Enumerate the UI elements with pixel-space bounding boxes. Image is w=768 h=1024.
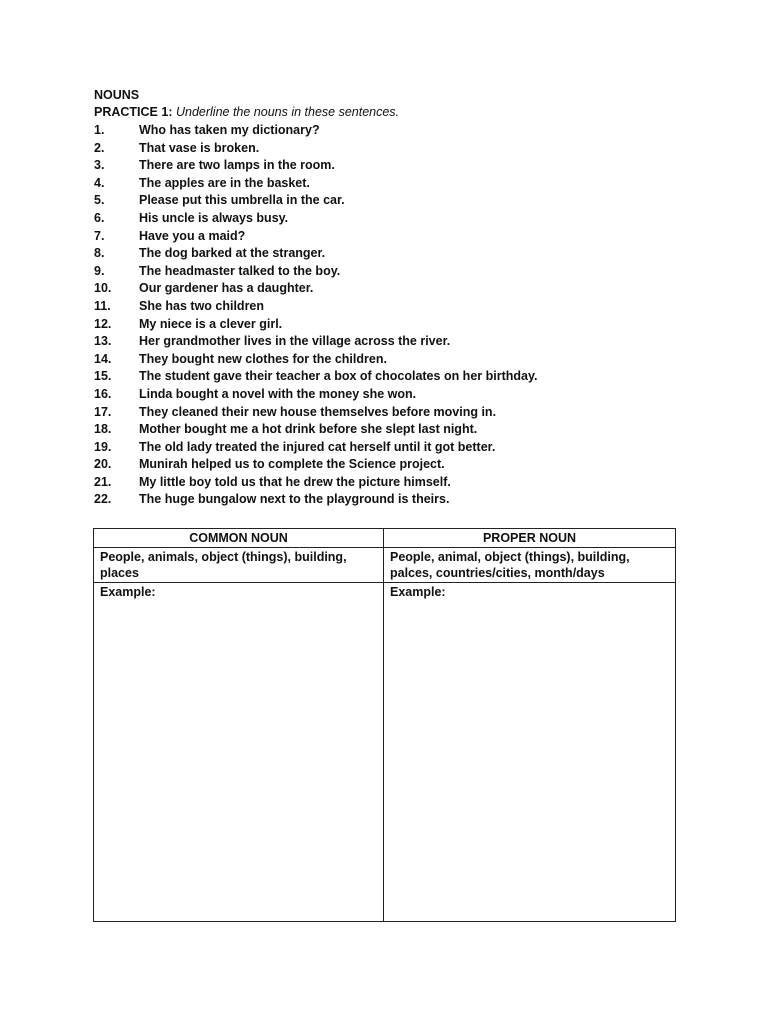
item-number: 10. [94,281,112,296]
item-sentence: The huge bungalow next to the playground is theirs. [139,492,450,507]
list-item [94,122,537,140]
proper-noun-description: People, animal, object (things), building, palces, countries/cities, month/days [384,548,676,583]
item-number: 4. [94,175,105,190]
proper-noun-example-cell[interactable] [384,583,676,922]
item-number: 14. [94,351,112,366]
list-item [94,439,537,457]
item-number: 2. [94,140,105,155]
table-description-row [94,548,676,583]
item-sentence: Mother bought me a hot drink before she slept last night. [139,422,478,437]
item-sentence: They bought new clothes for the children. [139,351,387,366]
item-sentence: The old lady treated the injured cat herself until it got better. [139,439,496,454]
item-number: 22. [94,492,112,507]
list-item [94,175,537,193]
practice-instruction [94,104,399,121]
item-number: 21. [94,474,112,489]
item-number: 20. [94,457,112,472]
item-sentence: She has two children [139,298,265,313]
item-number: 1. [94,123,105,137]
item-number: 18. [94,422,112,437]
item-number: 3. [94,158,105,173]
common-noun-description: People, animals, object (things), building, places [94,548,384,583]
proper-noun-example-label: Example: [390,585,446,599]
list-item [94,210,537,228]
table-example-row [94,583,676,922]
item-number: 15. [94,369,112,384]
practice-instruction-text: Underline the nouns in these sentences. [175,105,400,119]
table-header-row [94,529,676,548]
item-number: 11. [94,298,111,313]
list-item [94,298,537,316]
noun-classification-table [93,528,676,922]
item-sentence: Who has taken my dictionary? [139,123,320,137]
proper-noun-header: PROPER NOUN [384,529,676,548]
item-sentence: Linda bought a novel with the money she won. [139,386,417,401]
item-number: 12. [94,316,112,331]
item-number: 9. [94,263,105,278]
practice-label: PRACTICE 1: [94,105,173,119]
item-number: 16. [94,386,112,401]
item-sentence: My niece is a clever girl. [139,316,283,331]
worksheet-title: NOUNS [94,88,140,102]
item-number: 13. [94,334,112,349]
item-sentence: The headmaster talked to the boy. [139,263,341,278]
sentence-list [94,122,537,509]
item-number: 5. [94,193,105,208]
item-sentence: The apples are in the basket. [139,175,310,190]
item-number: 17. [94,404,112,419]
list-item [94,263,537,281]
item-sentence: Munirah helped us to complete the Science project. [139,457,445,472]
list-item [94,404,537,422]
item-number: 8. [94,246,105,261]
list-item [94,421,537,439]
item-sentence: My little boy told us that he drew the picture himself. [139,474,451,489]
list-item [94,351,537,369]
list-item [94,280,537,298]
item-number: 7. [94,228,105,243]
list-item [94,333,537,351]
item-sentence: Have you a maid? [139,228,246,243]
list-item [94,368,537,386]
list-item [94,245,537,263]
list-item [94,157,537,175]
list-item [94,456,537,474]
list-item [94,316,537,334]
common-noun-example-label: Example: [100,585,156,599]
common-noun-header: COMMON NOUN [94,529,384,548]
item-sentence: Please put this umbrella in the car. [139,193,345,208]
item-sentence: His uncle is always busy. [139,210,289,225]
item-sentence: Her grandmother lives in the village across the river. [139,334,451,349]
list-item [94,386,537,404]
item-sentence: Our gardener has a daughter. [139,281,314,296]
item-number: 19. [94,439,112,454]
list-item [94,474,537,492]
list-item [94,192,537,210]
list-item [94,140,537,158]
item-number: 6. [94,210,105,225]
item-sentence: They cleaned their new house themselves before moving in. [139,404,497,419]
list-item [94,491,537,509]
item-sentence: There are two lamps in the room. [139,158,335,173]
list-item [94,228,537,246]
item-sentence: That vase is broken. [139,140,260,155]
item-sentence: The student gave their teacher a box of chocolates on her birthday. [139,369,538,384]
item-sentence: The dog barked at the stranger. [139,246,326,261]
common-noun-example-cell[interactable] [94,583,384,922]
